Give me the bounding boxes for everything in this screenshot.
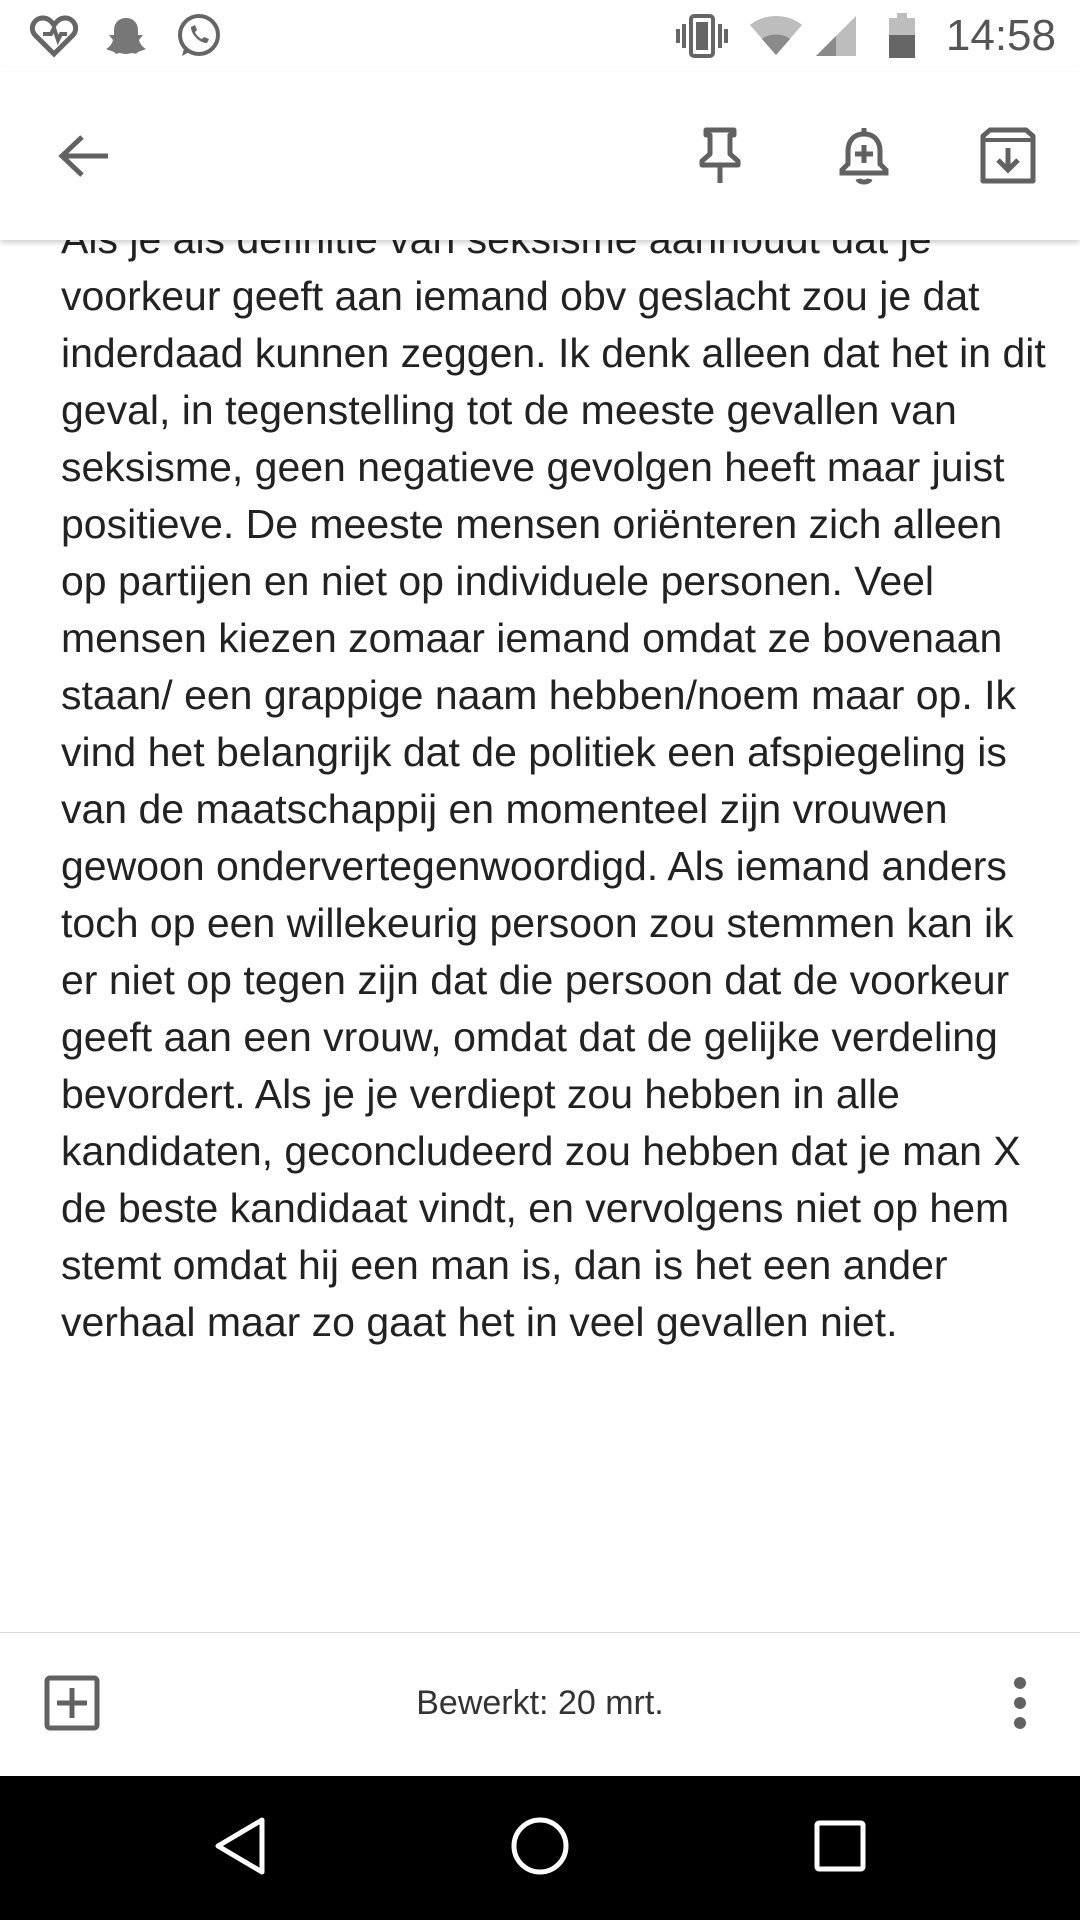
status-bar <box>0 0 1080 72</box>
vibrate-icon <box>674 12 730 60</box>
whatsapp-icon <box>172 12 224 60</box>
back-button[interactable] <box>36 110 132 206</box>
archive-icon <box>980 128 1036 189</box>
edited-timestamp: Bewerkt: 20 mrt. <box>416 1684 664 1722</box>
note-bottom-bar <box>0 1632 1080 1777</box>
pin-button[interactable] <box>672 110 768 206</box>
note-body[interactable]: voorkeur geeft aan iemand obv geslacht zou je dat inderdaad kunnen zeggen. Ik denk alleen dat het in dit geval, in tegenstelling tot de meeste gevallen van seksisme, geen negatieve gevolgen heeft maar juist positieve. De meeste mensen oriënteren zich alleen op partijen en niet op individuele personen. Veel mensen kiezen zomaar iemand omdat ze bovenaan staan/ een grappige naam hebben/noem maar op. Ik vind het belangrijk dat de politiek een afspiegeling is van de maatschappij en momenteel zijn vrouwen gewoon ondervertegenwoordigd. Als iemand anders toch op een willekeurig persoon zou stemmen kan ik er niet op tegen zijn dat die persoon dat de voorkeur geeft aan een vrouw, omdat dat de gelijke verdeling bevordert. Als je je verdiept zou hebben in alle kandidaten, geconcludeerd zou hebben dat je man X de beste kandidaat vindt, en vervolgens niet op hem stemt omdat hij een man is, dan is het een ander verhaal maar zo gaat het in veel gevallen niet. <box>61 273 1046 1345</box>
snapchat-icon <box>102 12 150 60</box>
pin-icon <box>696 127 744 190</box>
nav-recents-icon <box>813 1819 867 1878</box>
battery-icon <box>884 12 920 60</box>
back-arrow-icon <box>58 134 110 183</box>
signal-icon <box>812 12 860 60</box>
archive-button[interactable] <box>960 110 1056 206</box>
wifi-icon <box>748 12 804 60</box>
nav-back-icon <box>212 1816 268 1881</box>
note-content[interactable] <box>0 240 1080 1632</box>
nav-recents-button[interactable] <box>790 1798 890 1898</box>
nav-back-button[interactable] <box>190 1798 290 1898</box>
heart-outline-icon <box>28 12 80 60</box>
more-options-button[interactable] <box>978 1657 1062 1753</box>
nav-home-icon <box>510 1816 570 1881</box>
more-vert-icon <box>1012 1677 1028 1734</box>
nav-home-button[interactable] <box>490 1798 590 1898</box>
status-time: 14:58 <box>945 11 1056 60</box>
add-reminder-button[interactable] <box>816 110 912 206</box>
system-nav-bar <box>0 1776 1080 1920</box>
note-toolbar <box>0 72 1080 240</box>
add-reminder-icon <box>838 127 890 190</box>
